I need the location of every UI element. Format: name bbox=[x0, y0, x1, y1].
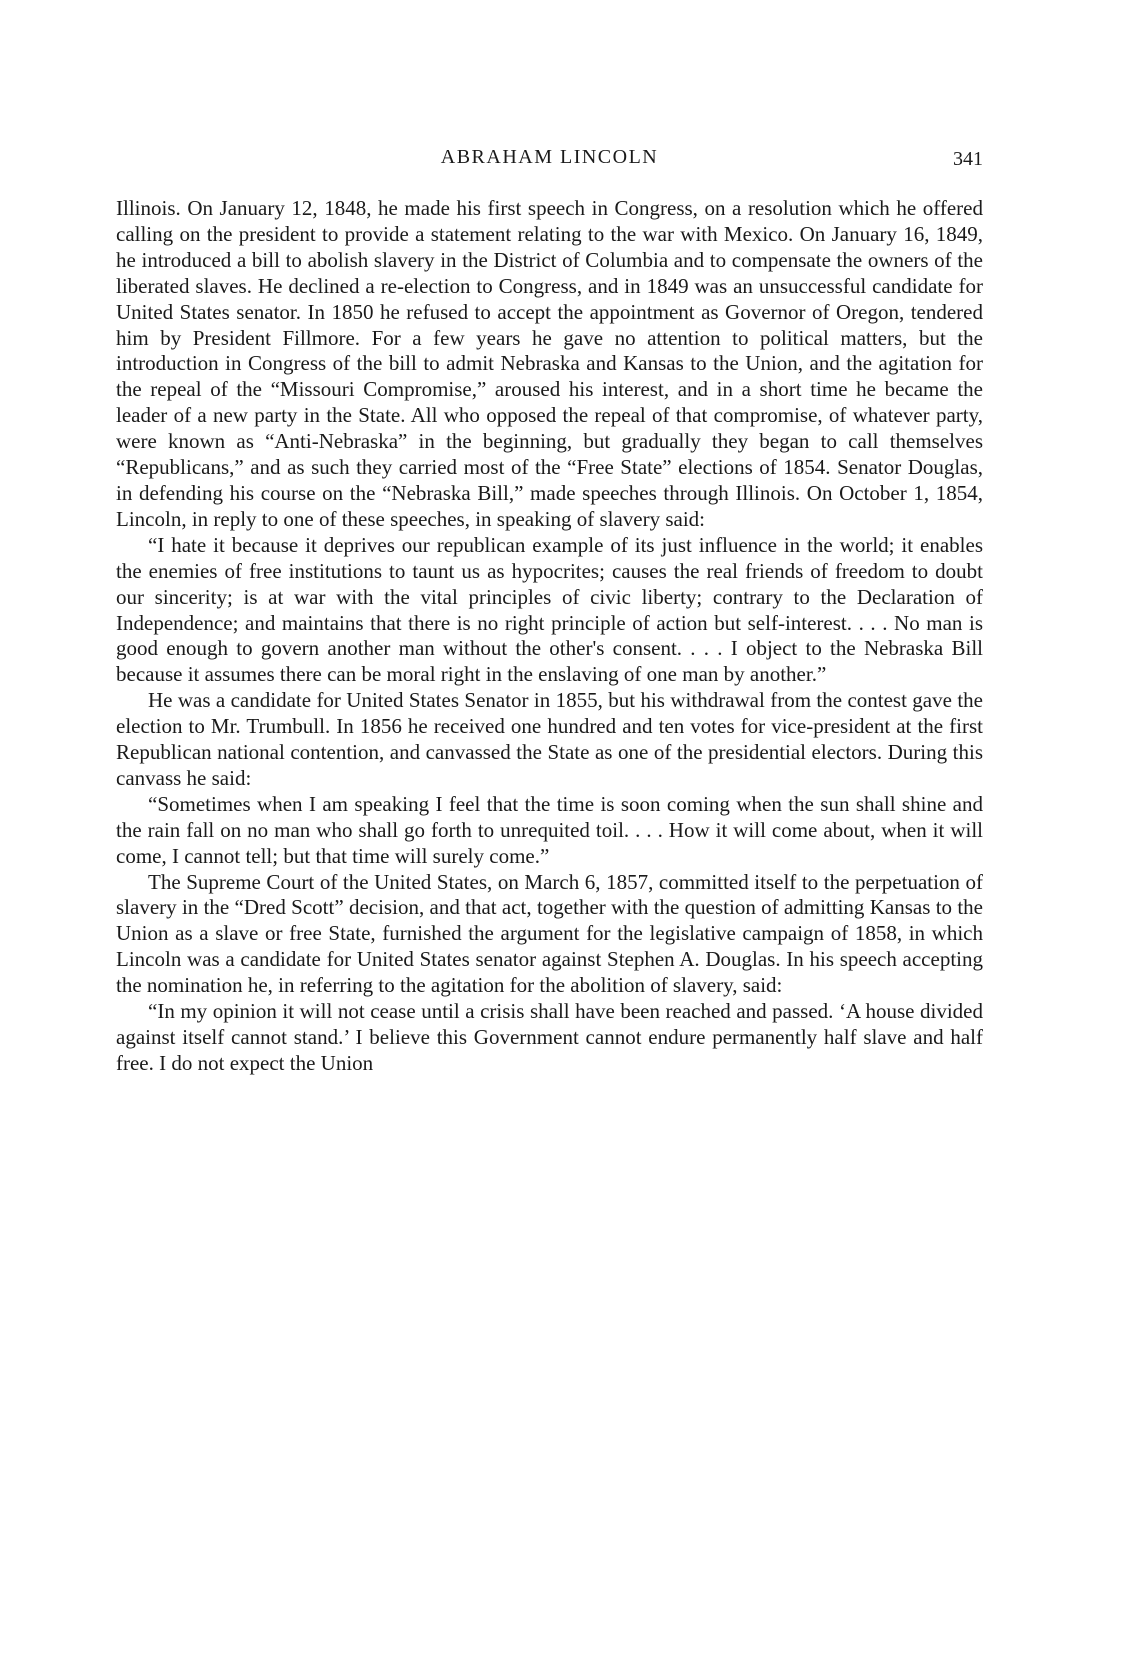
quote-paragraph-house-divided: “In my opinion it will not cease until a crisis shall have been reached and passed. ‘A house divided against itself cannot stand.’ I believe this Government cannot endure permanently half slave and half free. I do not expect the Union bbox=[116, 999, 983, 1075]
quote-paragraph-1854: “I hate it because it deprives our republican example of its just influence in the world; it enables the enemies of free institutions to taunt us as hypocrites; causes the real friends of freedom to doubt our sincerity; is at war with the vital principles of civic liberty; contrary to the Declaration of Independence; and maintains that there is no right principle of action but self-interest. . . . No man is good enough to govern another man without the other's consent. . . . I object to the Nebraska Bill because it assumes there can be moral right in the enslaving of one man by another.” bbox=[116, 532, 983, 687]
paragraph-continuation: Illinois. On January 12, 1848, he made his first speech in Congress, on a resolution which he offered calling on the president to provide a statement relating to the war with Mexico. On January 16, 1849, he introduced a bill to abolish slavery in the District of Columbia and to compensate the owners of the liberated slaves. He declined a re-election to Congress, and in 1849 was an unsuccessful candidate for United States senator. In 1850 he refused to accept the appointment as Governor of Oregon, tendered him by President Fillmore. For a few years he gave no attention to political matters, but the introduction in Congress of the bill to admit Nebraska and Kansas to the Union, and the agitation for the repeal of the “Missouri Compromise,” aroused his interest, and in a short time he became the leader of a new party in the State. All who opposed the repeal of that compromise, of whatever party, were known as “Anti-Nebraska” in the beginning, but gradually they began to call themselves “Republicans,” and as such they carried most of the “Free State” elections of 1854. Senator Douglas, in defending his course on the “Nebraska Bill,” made speeches through Illinois. On October 1, 1854, Lincoln, in reply to one of these speeches, in speaking of slavery said: bbox=[116, 196, 983, 531]
quote-paragraph-canvass: “Sometimes when I am speaking I feel that the time is soon coming when the sun shall shine and the rain fall on no man who shall go forth to unrequited toil. . . . How it will come about, when it will come, I cannot tell; but that time will surely come.” bbox=[116, 791, 983, 868]
paragraph-dred-scott: The Supreme Court of the United States, on March 6, 1857, committed itself to the perpetuation of slavery in the “Dred Scott” decision, and that act, together with the question of admitting Kansas to the Union as a slave or free State, furnished the argument for the legislative campaign of 1858, in which Lincoln was a candidate for United States senator against Stephen A. Douglas. In his speech accepting the nomination he, in referring to the agitation for the abolition of slavery, said: bbox=[116, 869, 983, 998]
running-head: ABRAHAM LINCOLN bbox=[440, 146, 659, 168]
page-number: 341 bbox=[953, 148, 983, 170]
body-text bbox=[116, 196, 983, 1077]
paragraph-1855: He was a candidate for United States Senator in 1855, but his withdrawal from the contest gave the election to Mr. Trumbull. In 1856 he received one hundred and ten votes for vice-president at the first Republican national contention, and canvassed the State as one of the presidential electors. During this canvass he said: bbox=[116, 688, 983, 790]
page-header bbox=[116, 146, 983, 178]
